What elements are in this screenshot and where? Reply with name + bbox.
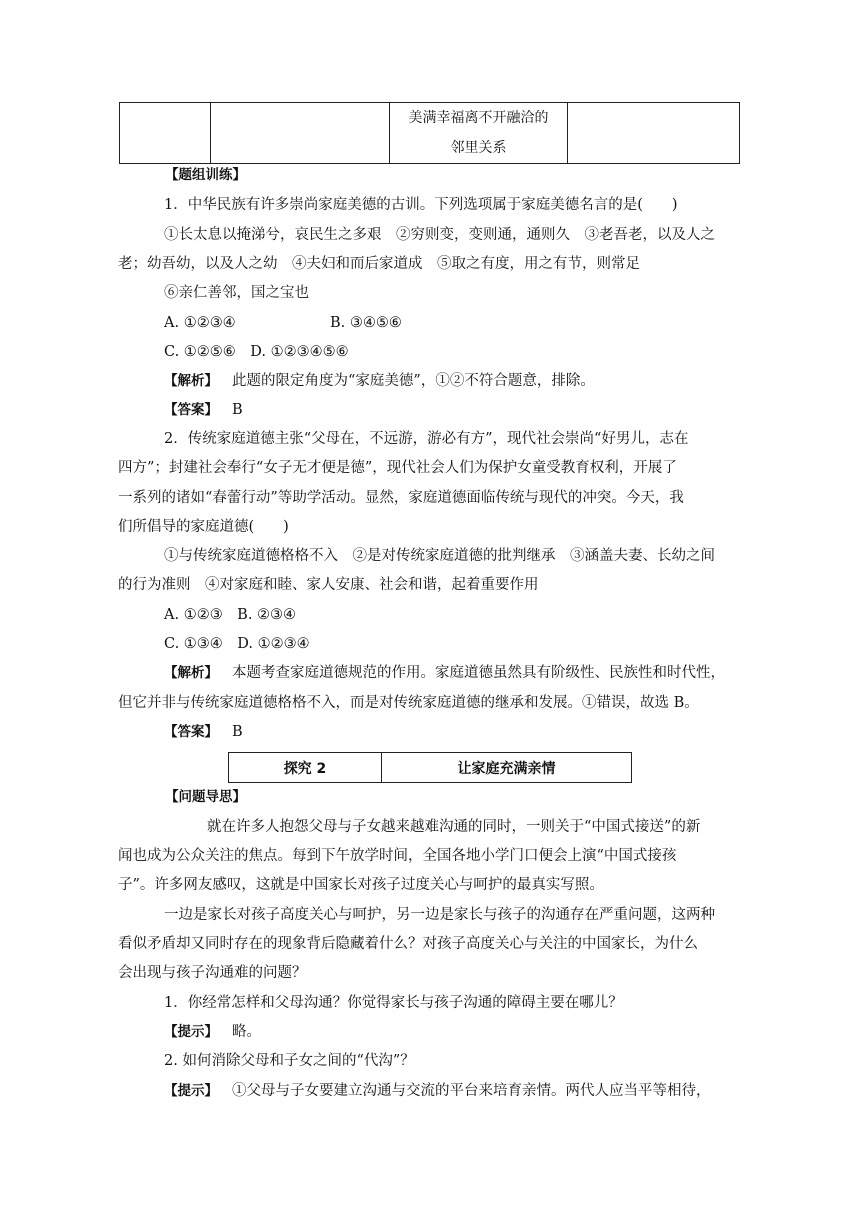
tip-text: 略。	[232, 1024, 261, 1040]
analysis-text: 本题考查家庭道德规范的作用。家庭道德虽然具有阶级性、民族性和时代性，	[232, 665, 725, 681]
q1-choice-b: B. ③④⑤⑥	[330, 315, 402, 331]
table-cell-empty	[568, 103, 740, 164]
guide-paragraph: 闻也成为公众关注的焦点。每到下午放学时间，全国各地小学门口便会上演“中国式接孩	[118, 848, 677, 864]
q1-stem: 1．中华民族有许多崇尚家庭美德的古训。下列选项属于家庭美德名言的是( )	[164, 197, 678, 213]
table-cell-text: 美满幸福离不开融洽的	[408, 110, 549, 126]
explore-label: 探究 2	[229, 753, 382, 783]
tip-tag: 【提示】	[164, 1083, 218, 1099]
answer-text: B	[232, 402, 243, 418]
section-title: 【题组训练】	[165, 167, 246, 183]
guide-question: 2. 如何消除父母和子女之间的“代沟”？	[164, 1053, 415, 1069]
q1-answer	[164, 400, 243, 420]
q2-stem: 们所倡导的家庭道德( )	[118, 519, 289, 535]
q1-analysis	[164, 371, 595, 391]
answer-tag: 【答案】	[164, 402, 218, 418]
q1-choice-cd: C. ①②⑤⑥ D. ①②③④⑤⑥	[164, 344, 349, 360]
analysis-tag: 【解析】	[164, 665, 218, 681]
q2-stem: 一系列的诸如“春蕾行动”等助学活动。显然，家庭道德面临传统与现代的冲突。今天，我	[118, 490, 684, 506]
q1-options: ⑥亲仁善邻，国之宝也	[164, 285, 309, 301]
guide-paragraph: 就在许多人抱怨父母与子女越来越难沟通的同时，一则关于“中国式接送”的新	[207, 819, 701, 835]
q2-answer	[164, 722, 243, 742]
q2-options: ①与传统家庭道德格格不入 ②是对传统家庭道德的批判继承 ③涵盖夫妻、长幼之间	[164, 548, 715, 564]
guide-paragraph: 子”。许多网友感叹，这就是中国家长对孩子过度关心与呵护的最真实写照。	[118, 877, 604, 893]
guide-tip	[164, 1022, 261, 1042]
analysis-tag: 【解析】	[164, 373, 218, 389]
q2-stem: 四方”；封建社会奉行“女子无才便是德”，现代社会人们为保护女童受教育权利，开展了	[118, 460, 677, 476]
q2-options: 的行为准则 ④对家庭和睦、家人安康、社会和谐，起着重要作用	[118, 577, 539, 593]
tip-tag: 【提示】	[164, 1024, 218, 1040]
explore-title: 让家庭充满亲情	[382, 753, 632, 783]
guide-question: 1．你经常怎样和父母沟通？你觉得家长与孩子沟通的障碍主要在哪儿？	[164, 995, 623, 1011]
q2-choice-ab: A. ①②③ B. ②③④	[164, 607, 297, 623]
table-cell-empty	[120, 103, 211, 164]
q1-choice-a: A. ①②③④	[164, 315, 236, 331]
q1-options: ①长太息以掩涕兮，哀民生之多艰 ②穷则变，变则通，通则久 ③老吾老，以及人之	[164, 227, 715, 243]
guide-paragraph: 会出现与孩子沟通难的问题？	[118, 965, 307, 981]
tip-text: ①父母与子女要建立沟通与交流的平台来培育亲情。两代人应当平等相待，	[232, 1083, 711, 1099]
table-cell-text: 邻里关系	[450, 140, 507, 156]
table-cell-empty	[211, 103, 390, 164]
answer-text: B	[232, 724, 243, 740]
explore-header	[228, 752, 632, 783]
table-cell-neighbor	[390, 103, 568, 164]
q2-choice-cd: C. ①③④ D. ①②③④	[164, 636, 310, 652]
q2-analysis	[164, 663, 725, 683]
q1-options: 老；幼吾幼，以及人之幼 ④夫妇和而后家道成 ⑤取之有度，用之有节，则常足	[118, 256, 640, 272]
q2-analysis-cont: 但它并非与传统家庭道德格格不入，而是对传统家庭道德的继承和发展。①错误，故选 B。	[118, 695, 699, 711]
answer-tag: 【答案】	[164, 724, 218, 740]
guide-paragraph: 看似矛盾却又同时存在的现象背后隐藏着什么？对孩子高度关心与关注的中国家长，为什么	[118, 936, 698, 952]
continuation-table	[119, 102, 740, 164]
guide-tip	[164, 1081, 711, 1101]
guide-paragraph: 一边是家长对孩子高度关心与呵护，另一边是家长与孩子的沟通存在严重问题，这两种	[164, 907, 715, 923]
guide-title: 【问题导思】	[165, 789, 246, 805]
q2-stem: 2．传统家庭道德主张“父母在，不远游，游必有方”，现代社会崇尚“好男儿，志在	[164, 431, 689, 447]
analysis-text: 此题的限定角度为“家庭美德”，①②不符合题意，排除。	[232, 373, 595, 389]
